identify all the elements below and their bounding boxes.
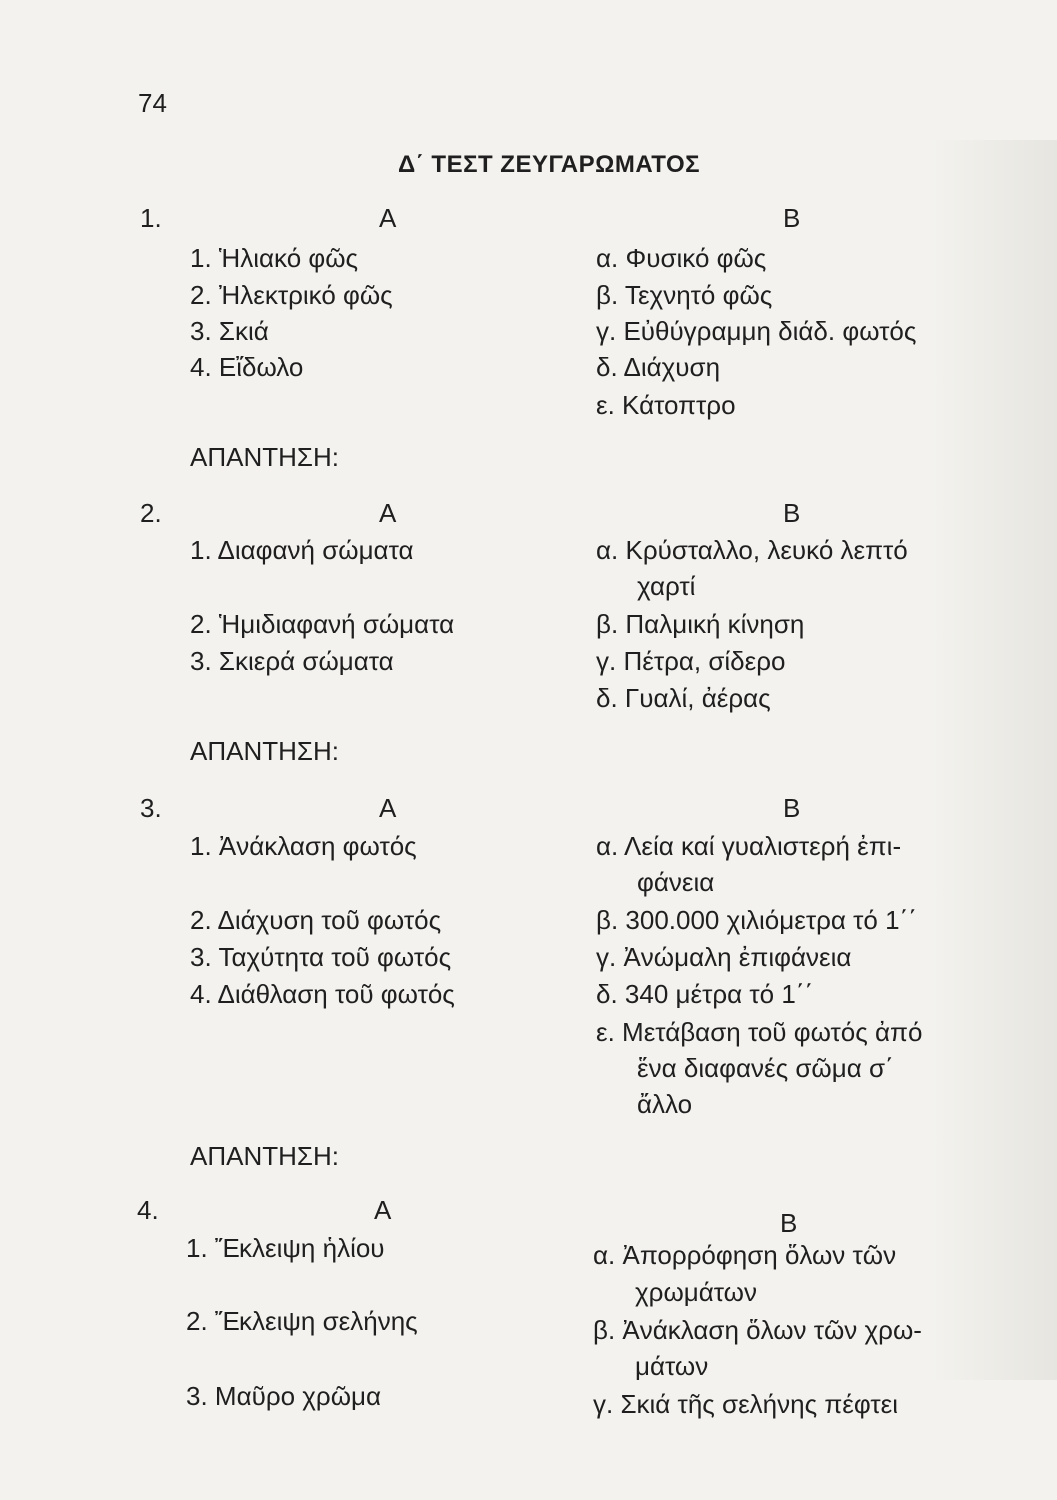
question-2-right-item: δ. Γυαλί, ἀέρας — [596, 683, 771, 713]
question-3-left-item: 2. Διάχυση τοῦ φωτός — [190, 905, 442, 935]
question-3-left-item: 1. Ἀνάκλαση φωτός — [190, 831, 417, 861]
question-3-right-item: ἄλλο — [637, 1089, 693, 1119]
question-2-right-item: γ. Πέτρα, σίδερο — [596, 646, 786, 676]
question-4-col-a-header: Α — [374, 1195, 392, 1225]
bleed-through-shadow — [930, 140, 1057, 1380]
question-4-number: 4. — [137, 1195, 159, 1225]
question-1-col-a-header: Α — [379, 203, 397, 233]
question-3-right-item: δ. 340 μέτρα τό 1΄΄ — [596, 979, 814, 1009]
question-4-left-item: 2. Ἔκλειψη σελήνης — [186, 1306, 418, 1336]
question-1-left-item: 3. Σκιά — [190, 316, 269, 346]
question-2-right-item: β. Παλμική κίνηση — [596, 609, 805, 639]
question-4-right-item: α. Ἀπορρόφηση ὅλων τῶν — [593, 1240, 897, 1270]
question-2-number: 2. — [140, 498, 162, 528]
page-number: 74 — [138, 88, 167, 118]
question-2-left-item: 3. Σκιερά σώματα — [190, 646, 394, 676]
question-2-left-item: 1. Διαφανή σώματα — [190, 535, 414, 565]
question-3-right-item: ἕνα διαφανές σῶμα σ΄ — [637, 1053, 894, 1083]
question-3-col-b-header: Β — [783, 793, 801, 823]
question-2-right-item: χαρτί — [637, 571, 696, 601]
question-2-left-item: 2. Ἡμιδιαφανή σώματα — [190, 609, 455, 639]
question-3-right-item: φάνεια — [637, 867, 715, 897]
question-1-right-item: α. Φυσικό φῶς — [596, 243, 767, 273]
question-1-right-item: δ. Διάχυση — [596, 352, 721, 382]
question-1-left-item: 2. Ἠλεκτρικό φῶς — [190, 280, 393, 310]
question-4-left-item: 3. Μαῦρο χρῶμα — [186, 1381, 382, 1411]
question-1-right-item: γ. Εὐθύγραμμη διάδ. φωτός — [596, 316, 917, 346]
question-3-right-item: α. Λεία καί γυαλιστερή ἐπι- — [596, 831, 902, 861]
question-2-right-item: α. Κρύσταλλο, λευκό λεπτό — [596, 535, 908, 565]
question-1-number: 1. — [140, 203, 162, 233]
question-2-col-a-header: Α — [379, 498, 397, 528]
question-2-col-b-header: Β — [783, 498, 801, 528]
question-3-col-a-header: Α — [379, 793, 397, 823]
question-3-right-item: ε. Μετάβαση τοῦ φωτός ἀπό — [596, 1017, 923, 1047]
page-title: Δ΄ ΤΕΣΤ ΖΕΥΓΑΡΩΜΑΤΟΣ — [398, 151, 701, 178]
question-3-answer-label: ΑΠΑΝΤΗΣΗ: — [190, 1141, 339, 1171]
question-3-left-item: 3. Ταχύτητα τοῦ φωτός — [190, 942, 452, 972]
question-4-right-item: χρωμάτων — [635, 1277, 757, 1307]
question-3-number: 3. — [140, 793, 162, 823]
question-1-left-item: 4. Εἴδωλο — [190, 352, 304, 382]
question-1-col-b-header: Β — [783, 203, 801, 233]
question-1-right-item: ε. Κάτοπτρο — [596, 390, 736, 420]
question-3-right-item: β. 300.000 χιλιόμετρα τό 1΄΄ — [596, 905, 917, 935]
question-3-left-item: 4. Διάθλαση τοῦ φωτός — [190, 979, 455, 1009]
question-1-left-item: 1. Ἡλιακό φῶς — [190, 243, 359, 273]
question-3-right-item: γ. Ἀνώμαλη ἐπιφάνεια — [596, 942, 852, 972]
question-4-left-item: 1. Ἔκλειψη ἡλίου — [186, 1233, 385, 1263]
question-1-right-item: β. Τεχνητό φῶς — [596, 280, 773, 310]
question-4-right-item: β. Ἀνάκλαση ὅλων τῶν χρω- — [593, 1315, 922, 1345]
question-2-answer-label: ΑΠΑΝΤΗΣΗ: — [190, 736, 339, 766]
question-1-answer-label: ΑΠΑΝΤΗΣΗ: — [190, 442, 339, 472]
question-4-col-b-header: Β — [780, 1208, 798, 1238]
question-4-right-item: γ. Σκιά τῆς σελήνης πέφτει — [593, 1389, 899, 1419]
question-4-right-item: μάτων — [635, 1351, 709, 1381]
